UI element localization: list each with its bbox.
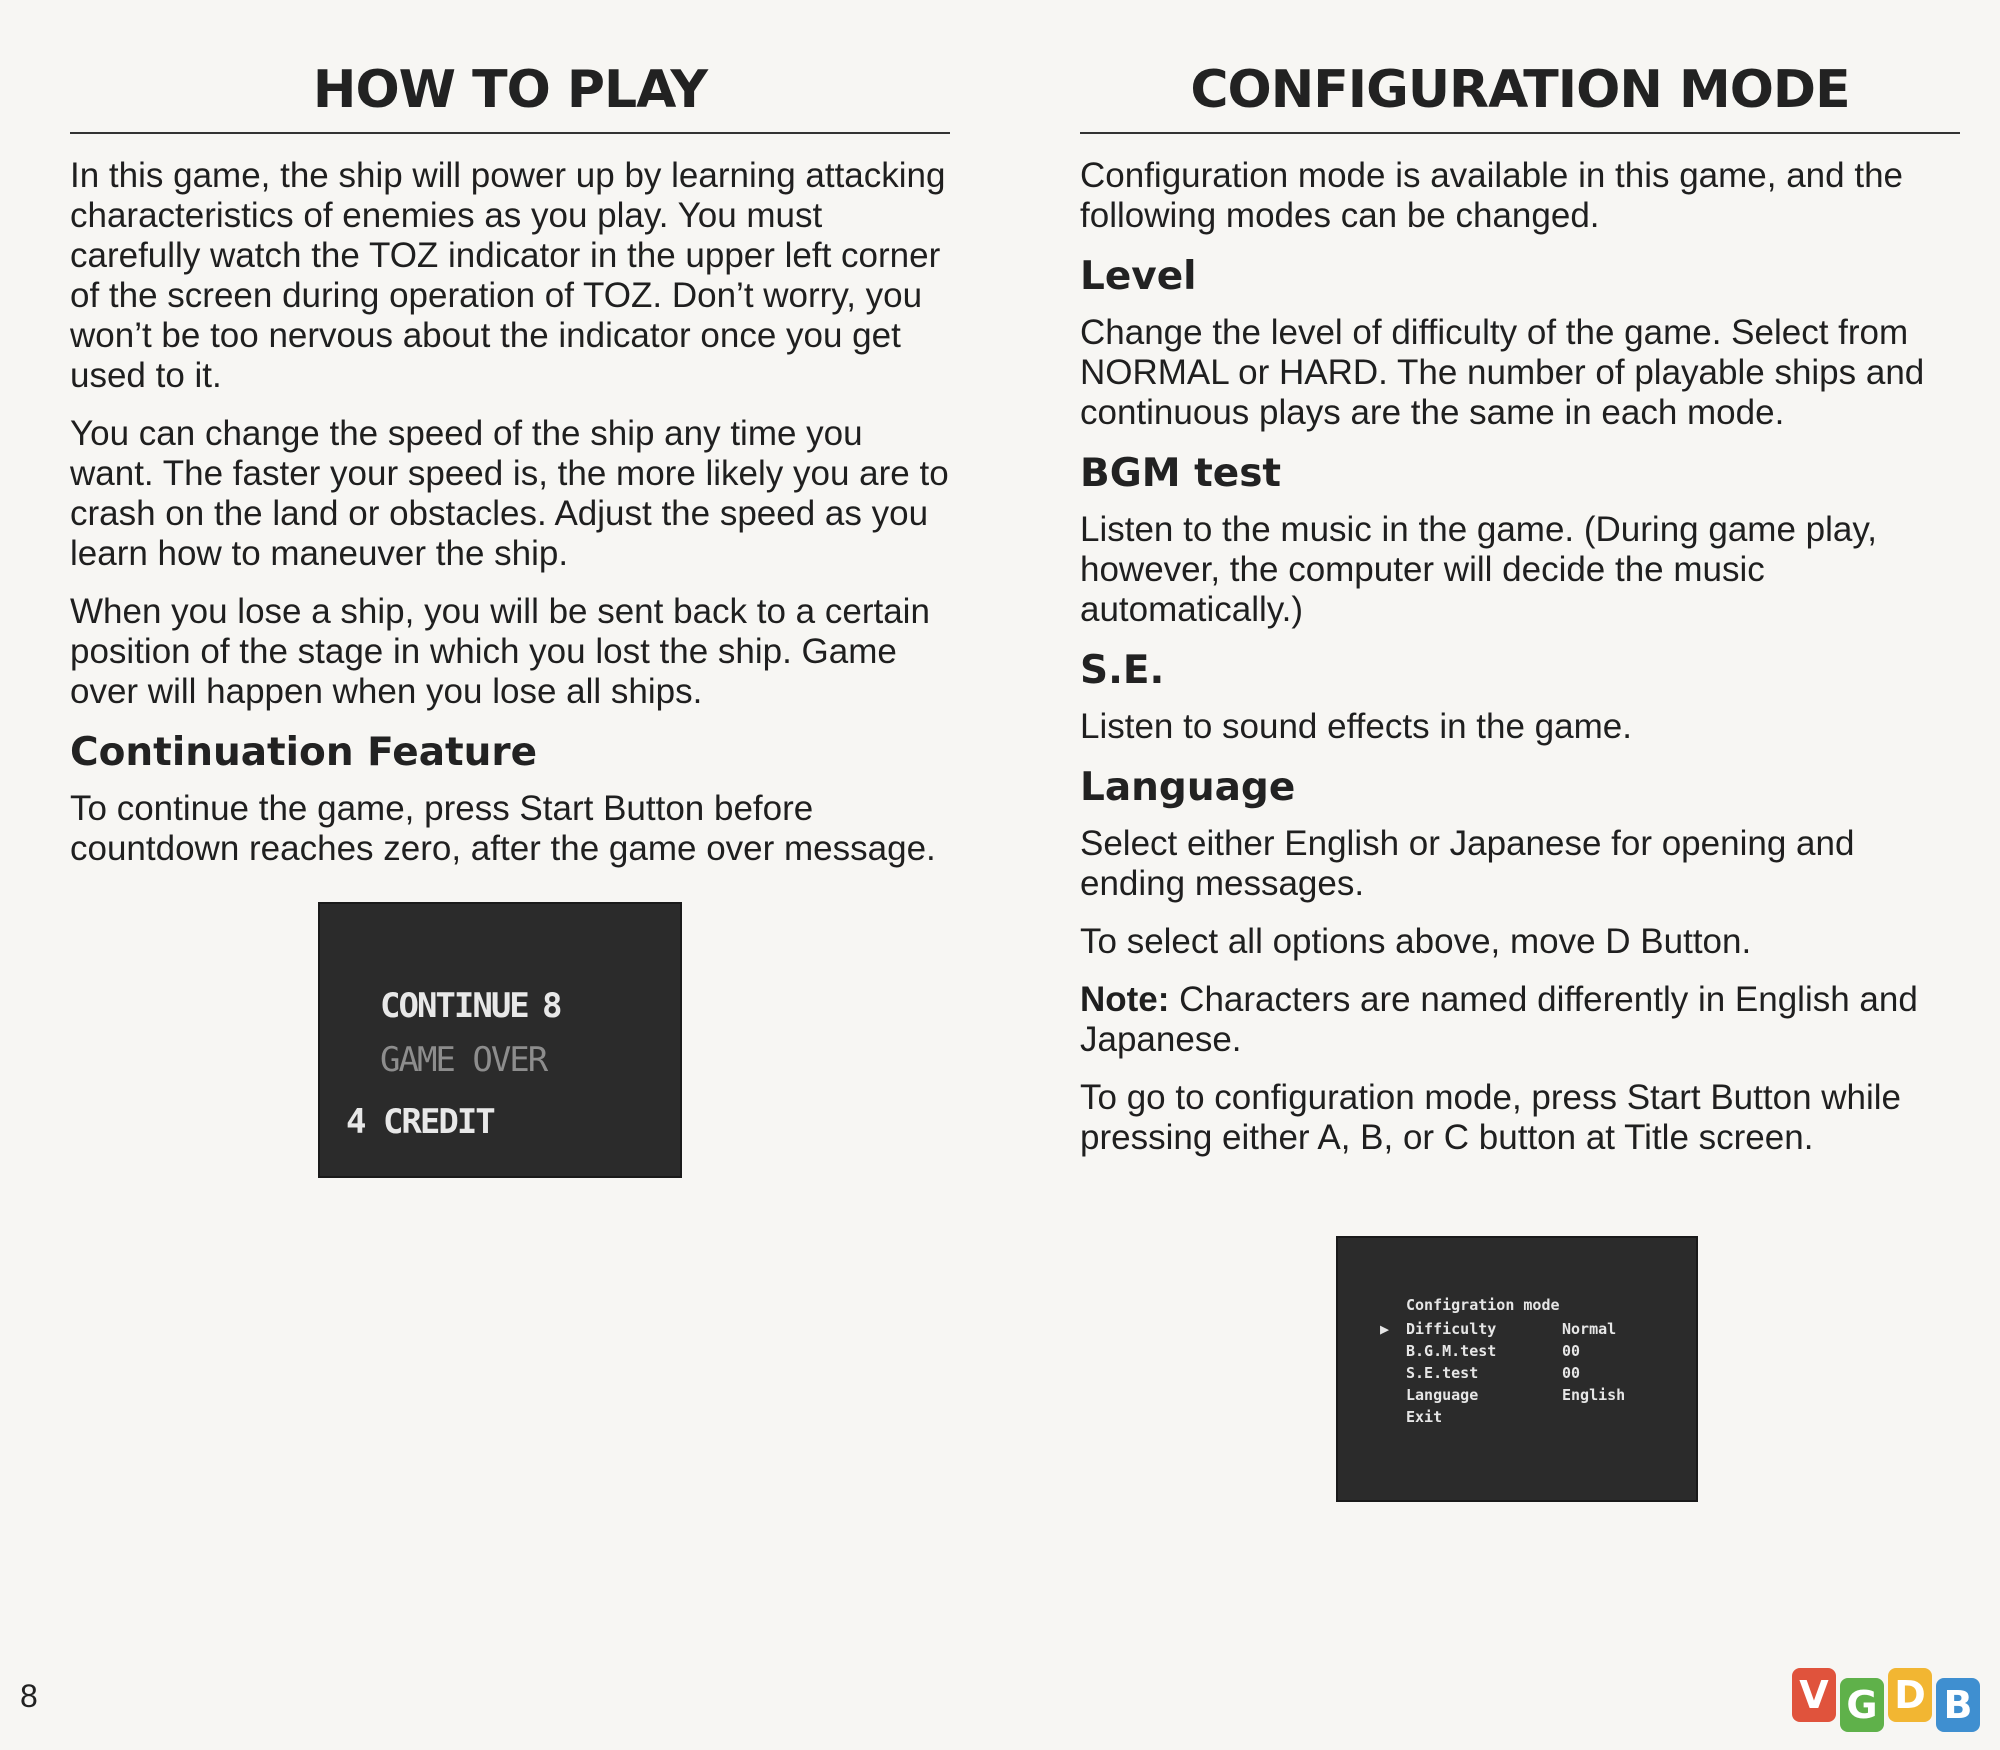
bgm-text: Listen to the music in the game. (During game play, however, the computer will decide the music automatically.) (1080, 510, 1877, 629)
language-label: Language (1406, 1386, 1479, 1404)
bgm-test-value: 00 (1562, 1342, 1581, 1360)
select-options-text: To select all options above, move D Button. (1080, 922, 1752, 961)
level-text: Change the level of difficulty of the game. Select from NORMAL or HARD. The number of playable ships and continuous plays are the same in each mode. (1080, 313, 1925, 432)
language-text: Select either English or Japanese for opening and ending messages. (1080, 824, 1855, 903)
se-test-value: 00 (1562, 1364, 1581, 1382)
paragraph-lose-ship: When you lose a ship, you will be sent back to a certain position of the stage in which you lost the ship. Game over will happen when you lose all ships. (70, 592, 930, 711)
difficulty-label: Difficulty (1406, 1320, 1497, 1338)
continue-count: 8 (542, 986, 561, 1026)
heading-rule (70, 132, 950, 134)
configuration-heading: CONFIGURATION MODE (1190, 60, 1850, 120)
se-heading: S.E. (1080, 648, 1165, 693)
se-text: Listen to sound effects in the game. (1080, 707, 1632, 746)
logo-tile-d: D (1888, 1668, 1932, 1722)
configuration-screenshot (1336, 1236, 1698, 1502)
se-test-label: S.E.test (1406, 1364, 1479, 1382)
note-text: Characters are named differently in English and Japanese. (1080, 980, 1918, 1059)
logo-tile-v: V (1792, 1668, 1836, 1722)
cursor-arrow-icon: ▶ (1380, 1320, 1390, 1338)
goto-config-text: To go to configuration mode, press Start Button while pressing either A, B, or C button at Title screen. (1080, 1078, 1902, 1157)
heading-rule (1080, 132, 1960, 134)
bgm-test-label: B.G.M.test (1406, 1342, 1497, 1360)
bgm-heading: BGM test (1080, 451, 1282, 496)
language-heading: Language (1080, 765, 1296, 810)
credit-text: 4 CREDIT (346, 1102, 494, 1142)
level-heading: Level (1080, 254, 1197, 299)
continue-screenshot (318, 902, 682, 1178)
config-intro: Configuration mode is available in this game, and the following modes can be changed. (1080, 156, 1903, 235)
continuation-text: To continue the game, press Start Button before countdown reaches zero, after the game over message. (70, 789, 936, 868)
config-screen-title: Configration mode (1406, 1296, 1560, 1314)
logo-tile-g: G (1840, 1678, 1884, 1732)
how-to-play-column (70, 60, 950, 887)
vgdb-logo (1792, 1668, 1992, 1738)
logo-tile-b: B (1936, 1678, 1980, 1732)
configuration-column (1080, 60, 1960, 1176)
paragraph-power-up: In this game, the ship will power up by learning attacking characteristics of enemies as you play. You must carefully watch the TOZ indicator in the upper left corner of the screen during operation of TOZ. Don’t worry, you won’t be too nervous about the indicator once you get used to it. (70, 156, 946, 395)
paragraph-speed: You can change the speed of the ship any time you want. The faster your speed is, the more likely you are to crash on the land or obstacles. Adjust the speed as you learn how to maneuver the ship. (70, 414, 949, 573)
exit-label: Exit (1406, 1408, 1443, 1426)
continuation-heading: Continuation Feature (70, 730, 538, 775)
language-value: English (1562, 1386, 1626, 1404)
difficulty-value: Normal (1562, 1320, 1617, 1338)
note-label: Note: (1080, 980, 1170, 1019)
note-paragraph (1080, 980, 1960, 1060)
game-over-text: GAME OVER (380, 1040, 547, 1080)
how-to-play-heading: HOW TO PLAY (312, 60, 708, 120)
page-number: 8 (20, 1678, 38, 1714)
continue-label: CONTINUE (380, 986, 528, 1026)
